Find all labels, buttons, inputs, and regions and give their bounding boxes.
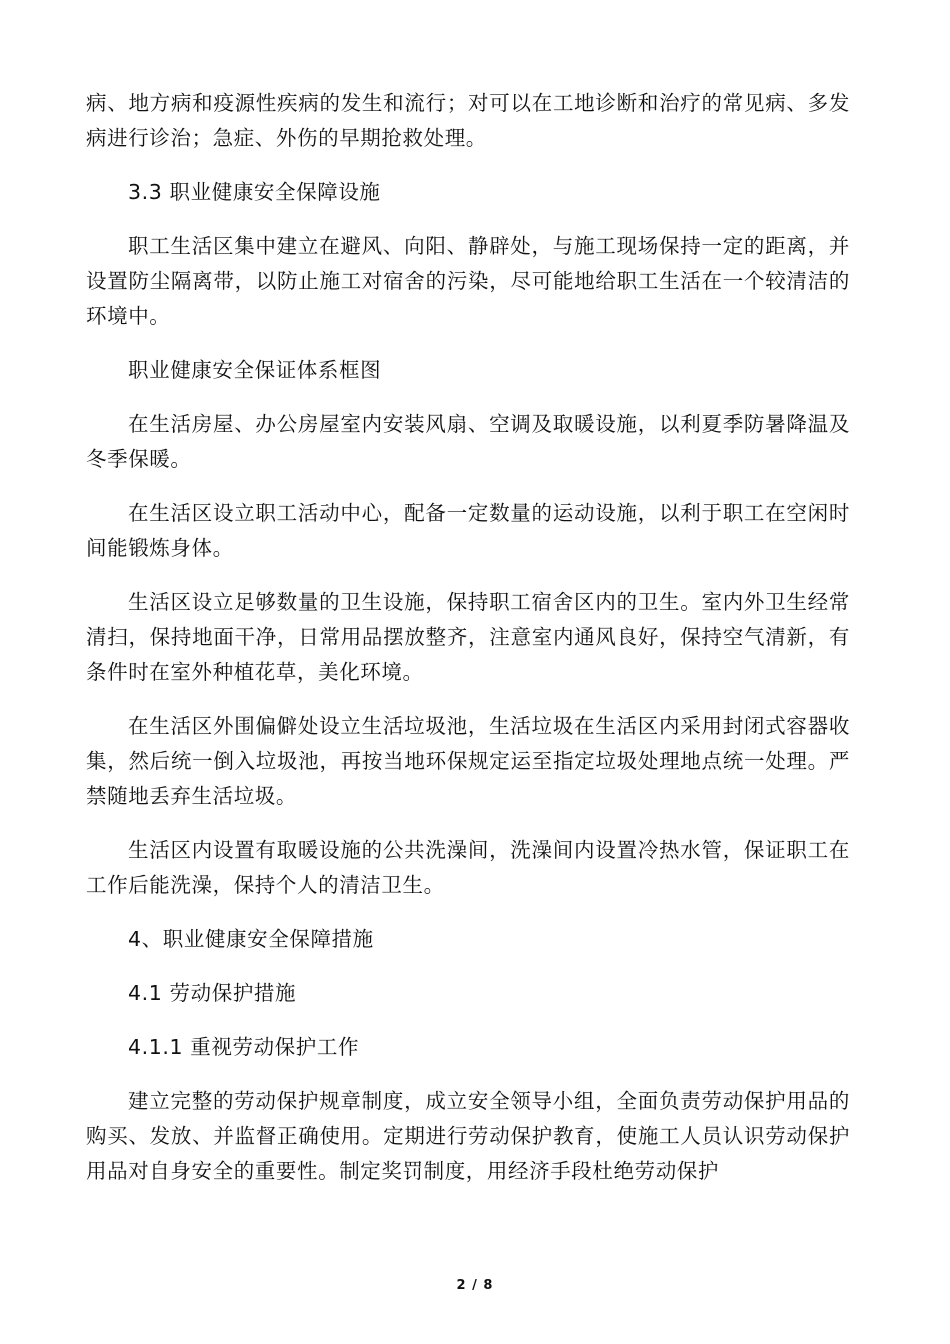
paragraph-bathhouse: 生活区内设置有取暖设施的公共洗澡间，洗澡间内设置冷热水管，保证职工在工作后能洗澡，保持个人的清洁卫生。: [86, 838, 850, 897]
section-heading-4-1-1: 4.1.1 重视劳动保护工作: [128, 1035, 360, 1059]
section-heading-4-1: 4.1 劳动保护措施: [128, 981, 297, 1005]
paragraph-sanitation: 生活区设立足够数量的卫生设施，保持职工宿舍区内的卫生。室内外卫生经常清扫，保持地面干净，日常用品摆放整齐，注意室内通风良好，保持空气清新，有条件时在室外种植花草，美化环境。: [86, 590, 850, 684]
paragraph-living-area-location: 职工生活区集中建立在避风、向阳、静辟处，与施工现场保持一定的距离，并设置防尘隔离带，以防止施工对宿舍的污染，尽可能地给职工生活在一个较清洁的环境中。: [86, 234, 850, 328]
section-heading-3-3: 3.3 职业健康安全保障设施: [128, 180, 381, 204]
paragraph-garbage: 在生活区外围偏僻处设立生活垃圾池，生活垃圾在生活区内采用封闭式容器收集，然后统一倒入垃圾池，再按当地环保规定运至指定垃圾处理地点统一处理。严禁随地丢弃生活垃圾。: [86, 714, 850, 808]
page-number: 2 / 8: [456, 1278, 494, 1293]
paragraph-labor-protection: 建立完整的劳动保护规章制度，成立安全领导小组，全面负责劳动保护用品的购买、发放、并监督正确使用。定期进行劳动保护教育，使施工人员认识劳动保护用品对自身安全的重要性。制定奖罚制度，用经济手段杜绝劳动保护: [86, 1089, 850, 1183]
paragraph-framework-diagram-caption: 职业健康安全保证体系框图: [128, 358, 382, 382]
section-heading-4: 4、职业健康安全保障措施: [128, 927, 374, 951]
paragraph-activity-center: 在生活区设立职工活动中心，配备一定数量的运动设施，以利于职工在空闲时间能锻炼身体。: [86, 501, 850, 560]
document-body: [86, 86, 850, 1189]
paragraph-continuation: 病、地方病和疫源性疾病的发生和流行；对可以在工地诊断和治疗的常见病、多发病进行诊治；急症、外伤的早期抢救处理。: [86, 91, 850, 150]
paragraph-heating-cooling: 在生活房屋、办公房屋室内安装风扇、空调及取暖设施，以利夏季防暑降温及冬季保暖。: [86, 412, 850, 471]
